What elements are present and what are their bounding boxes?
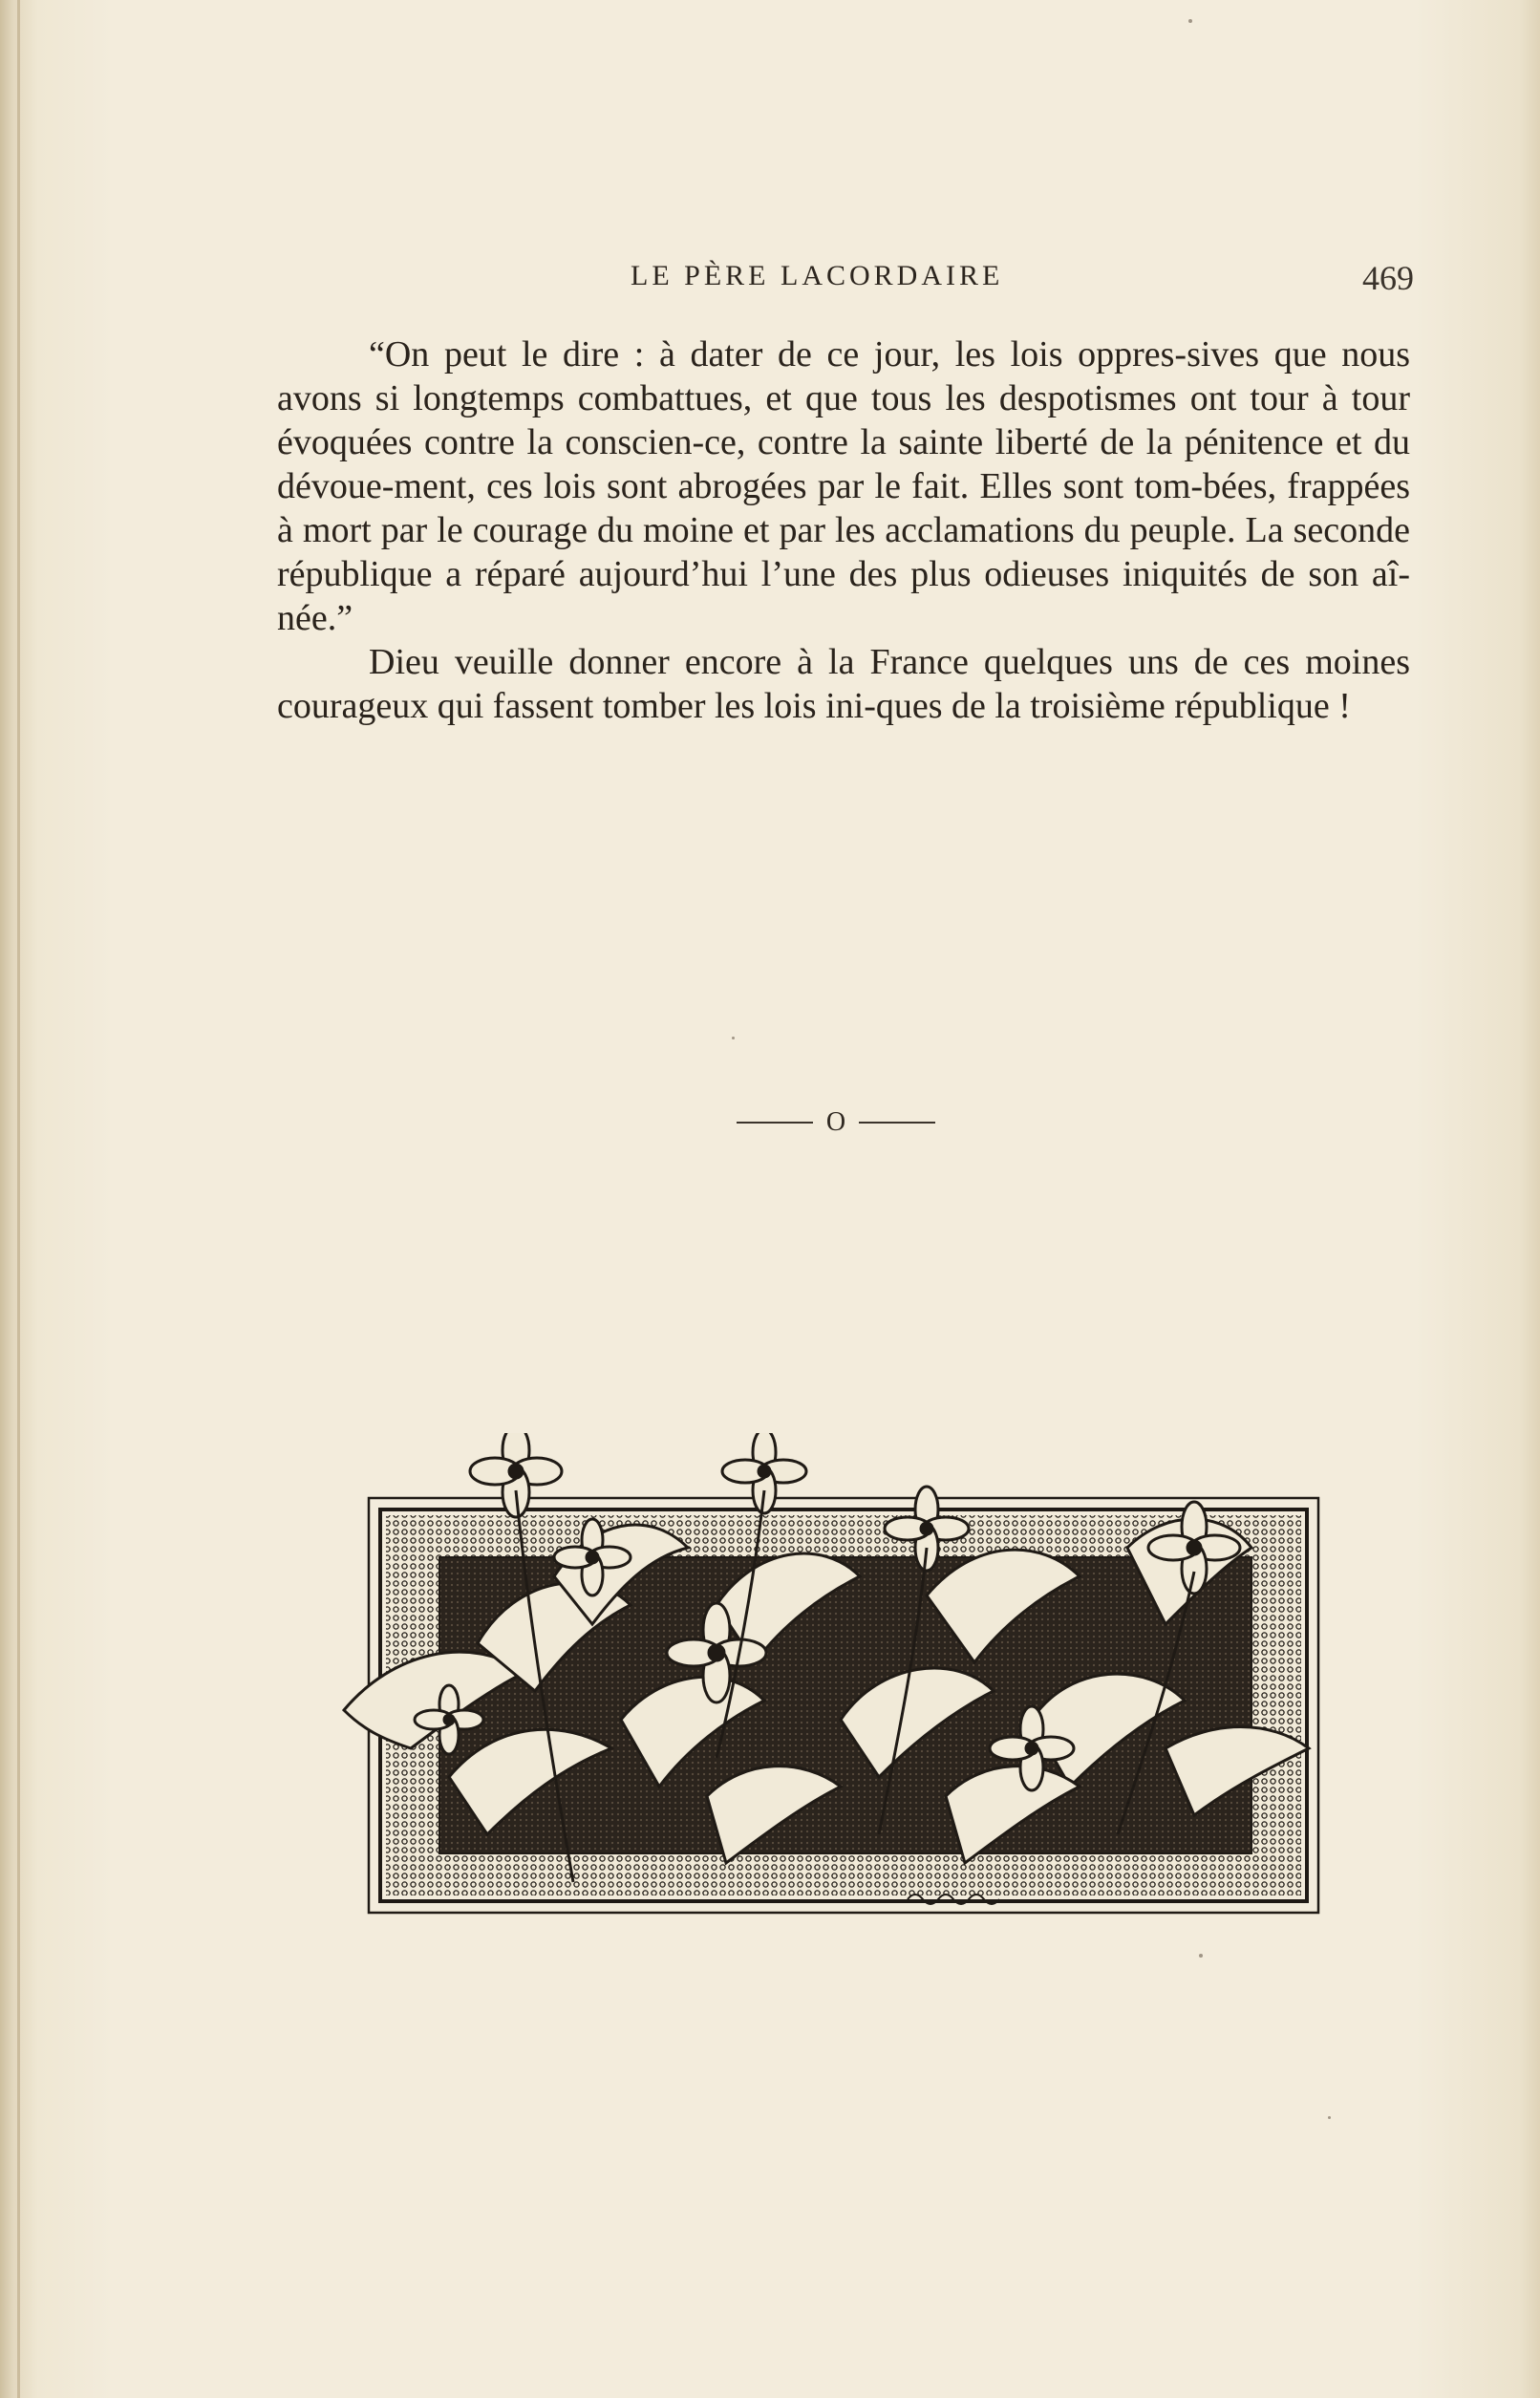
floral-vignette	[306, 1433, 1337, 1939]
paper-speck	[1199, 1954, 1203, 1958]
running-head	[277, 260, 1414, 298]
page-number: 469	[1362, 259, 1414, 297]
book-gutter	[17, 0, 20, 2398]
body-text	[277, 332, 1410, 728]
quote-paragraph: “On peut le dire : à dater de ce jour, les lois oppres-sives que nous avons si longtemps combattues, et que tous les despotismes ont tour à tour évoquées contre la conscien-ce, contre la sainte liberté de la pénitence et du dévoue-ment, ces lois sont abrogées par le fait. Elles sont tom-bées, frappées à mort par le courage du moine et par les acclamations du peuple. La seconde république a réparé aujourd’hui l’une des plus odieuses iniquités de son aî-née.”	[277, 334, 1410, 638]
paper-speck	[1328, 2116, 1331, 2119]
section-ornament	[707, 1108, 965, 1137]
ornament-mark: O	[825, 1107, 846, 1137]
ornament-rule-right	[859, 1122, 935, 1124]
paper-speck	[1188, 19, 1192, 23]
closing-paragraph: Dieu veuille donner encore à la France quelques uns de ces moines courageux qui fassent tomber les lois ini-ques de la troisième république !	[277, 642, 1410, 726]
running-title: LE PÈRE LACORDAIRE	[631, 260, 1004, 291]
ornament-rule-left	[737, 1122, 813, 1124]
paper-speck	[732, 1037, 735, 1039]
